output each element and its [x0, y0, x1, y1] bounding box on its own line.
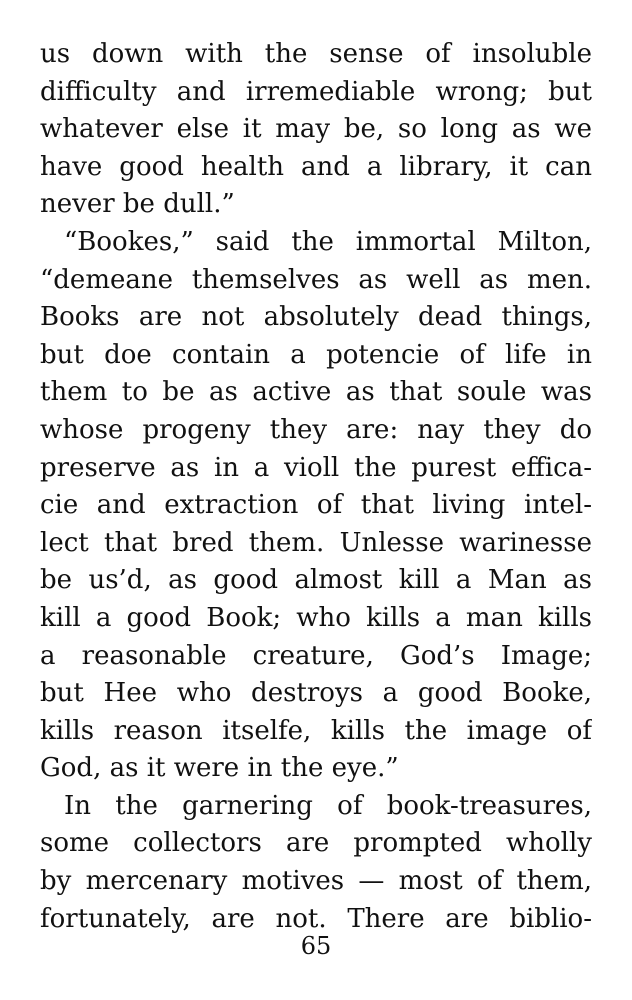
text-line: “Bookes,” said the immortal Milton,	[64, 226, 592, 257]
text-line: a reasonable creature, God’s Image;	[40, 640, 592, 671]
text-line: us down with the sense of insoluble	[40, 39, 592, 69]
paragraph	[40, 224, 592, 788]
text-line: cie and extraction of that living intel-	[40, 490, 592, 521]
text-line: by mercenary motives — most of them,	[40, 866, 592, 897]
text-line: preserve as in a violl the purest effica-	[40, 452, 592, 483]
paragraph	[40, 36, 592, 224]
text-line: kill a good Book; who kills a man kills	[40, 602, 592, 633]
text-line: Books are not absolutely dead things,	[40, 302, 592, 333]
text-line: lect that bred them. Unlesse warinesse	[40, 527, 592, 558]
body-text	[40, 36, 592, 938]
text-line: God, as it were in the eye.”	[40, 753, 399, 784]
paragraph	[40, 788, 592, 938]
text-line: them to be as active as that soule was	[40, 377, 592, 408]
text-line: “demeane themselves as well as men.	[40, 264, 592, 295]
text-line: whose progeny they are: nay they do	[40, 414, 592, 445]
text-line: kills reason itselfe, kills the image of	[40, 715, 592, 746]
text-line: but Hee who destroys a good Booke,	[40, 678, 592, 709]
text-line: some collectors are prompted wholly	[40, 828, 592, 859]
text-line: have good health and a library, it can	[40, 151, 592, 182]
text-line: be us’d, as good almost kill a Man as	[40, 565, 592, 596]
text-line: difficulty and irremediable wrong; but	[40, 76, 592, 107]
text-line: whatever else it may be, so long as we	[40, 114, 592, 145]
text-line: never be dull.”	[40, 189, 235, 220]
text-line: In the garnering of book-treasures,	[64, 790, 592, 821]
text-line: fortunately, are not. There are biblio-	[40, 903, 592, 934]
page-number: 65	[300, 932, 332, 960]
text-line: but doe contain a potencie of life in	[40, 339, 592, 370]
